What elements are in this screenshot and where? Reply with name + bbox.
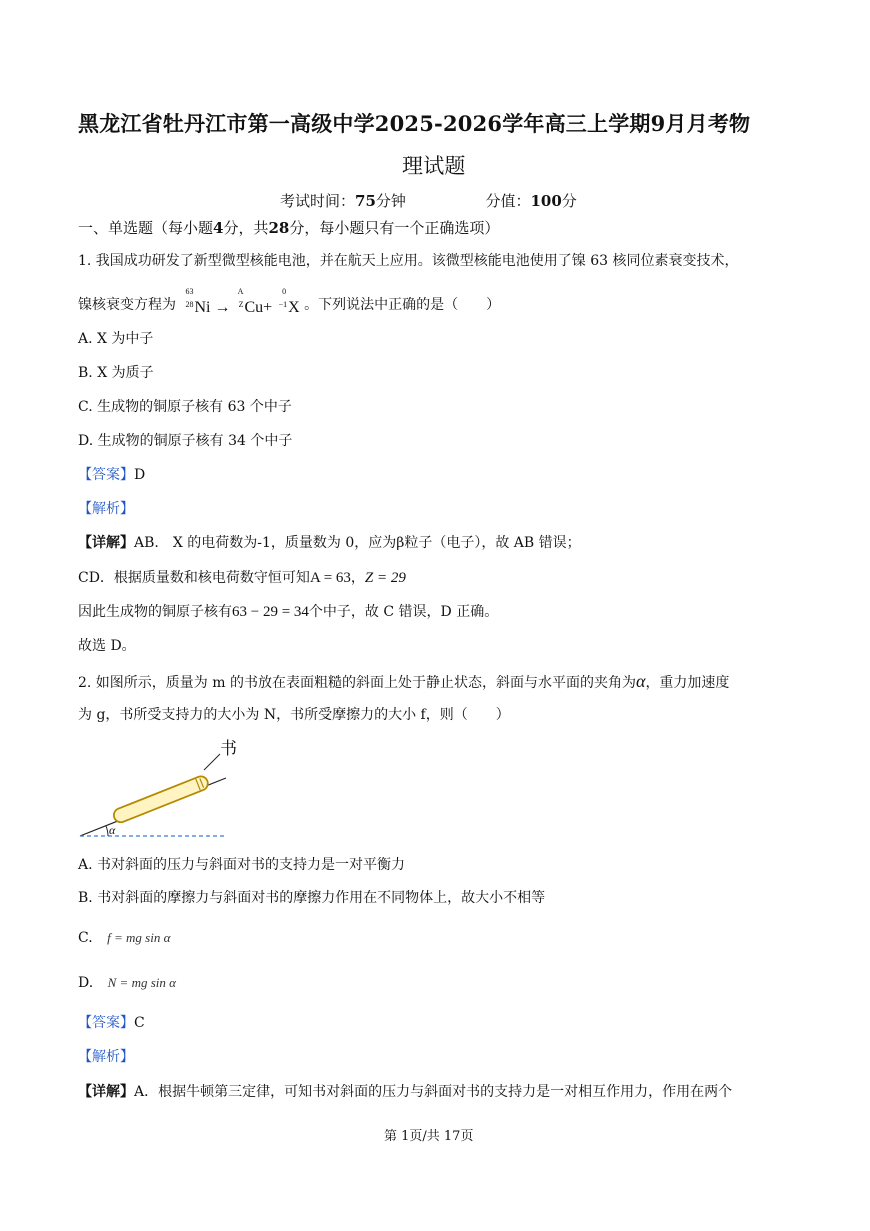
score-unit: 分 — [561, 192, 577, 210]
answer-tag: 【答案】 — [78, 1015, 134, 1031]
q1-answer — [78, 465, 145, 485]
ni-symbol: Ni — [194, 299, 211, 316]
ni-atomic-number: 28 — [185, 300, 194, 309]
equation-z: Z = 29 — [364, 570, 406, 586]
q2-stem-suffix: ，重力加速度 — [645, 675, 730, 691]
exam-time-unit: 分钟 — [375, 192, 406, 210]
answer-value: D — [134, 467, 146, 483]
alpha-symbol: α — [635, 671, 646, 691]
q2-option-b: B. 书对斜面的摩擦力与斜面对书的摩擦力作用在不同物体上，故大小不相等 — [78, 890, 546, 906]
answer-tag: 【答案】 — [78, 467, 134, 483]
q1-detail-line-2 — [78, 568, 406, 588]
q2-option-d — [78, 973, 176, 993]
q1-conclusion: 故选 D。 — [78, 638, 136, 654]
score-label: 分值： — [485, 192, 531, 210]
x-mass-number: 0 — [282, 287, 287, 296]
arrow-icon: → — [214, 299, 231, 316]
detail-text: AB. X 的电荷数为-1，质量数为 0，应为β粒子（电子），故 AB 错误； — [134, 535, 581, 551]
section-heading-total: 28 — [268, 219, 290, 237]
q2-option-c — [78, 928, 170, 948]
q1-detail-line-3 — [78, 602, 498, 622]
cu-atomic-number: Z — [238, 300, 244, 309]
plus-sign: + — [263, 299, 273, 316]
option-letter: C. — [78, 930, 93, 946]
q1-option-a: A. X 为中子 — [78, 331, 154, 347]
incline-figure — [76, 738, 256, 842]
q1-detail-line-1 — [78, 533, 581, 553]
exam-time-label: 考试时间： — [280, 192, 356, 210]
q1-option-c: C. 生成物的铜原子核有 63 个中子 — [78, 399, 292, 415]
angle-label: α — [109, 823, 116, 837]
detail-tag: 【详解】 — [78, 1084, 134, 1100]
q2-analysis-tag: 【解析】 — [78, 1049, 134, 1065]
section-heading — [78, 217, 499, 238]
q1-stem-prefix: 镍核衰变方程为 — [78, 297, 176, 313]
x-symbol: X — [288, 299, 300, 316]
decay-equation — [180, 287, 300, 318]
q2-option-a: A. 书对斜面的压力与斜面对书的支持力是一对平衡力 — [78, 857, 406, 873]
document-title-line-1: 黑龙江省牡丹江市第一高级中学2025-2026学年高三上学期9月月考物 — [78, 111, 751, 136]
equation-neutrons: 63 − 29 = 34 — [232, 604, 309, 620]
score-value: 100 — [530, 192, 562, 210]
q2-stem-line-2: 为 g，书所受支持力的大小为 N，书所受摩擦力的大小 f，则（ ） — [78, 707, 510, 723]
section-heading-text-2: 分，共 — [223, 219, 269, 237]
exam-time-value: 75 — [355, 192, 376, 210]
option-letter: D. — [78, 975, 94, 991]
separator: ， — [350, 570, 365, 586]
ni-mass-number: 63 — [185, 287, 194, 296]
q1-stem-line-2 — [78, 287, 501, 318]
section-heading-text-1: 一、单选题（每小题 — [78, 219, 214, 237]
q2-stem-text: 2. 如图所示，质量为 m 的书放在表面粗糙的斜面上处于静止状态，斜面与水平面的夹角为 — [78, 675, 636, 691]
x-atomic-number: −1 — [278, 300, 288, 309]
cu-symbol: Cu — [244, 299, 264, 316]
page-footer: 第 1页/共 17页 — [384, 1129, 474, 1144]
exam-meta — [280, 190, 577, 211]
section-heading-text-3: 分，每小题只有一个正确选项） — [289, 219, 500, 237]
detail-text: A．根据牛顿第三定律，可知书对斜面的压力与斜面对书的支持力是一对相互作用力，作用在两个 — [134, 1084, 733, 1100]
q1-analysis-tag: 【解析】 — [78, 501, 134, 517]
angle-arc — [106, 826, 108, 836]
book-shape — [112, 774, 210, 824]
detail-text: 因此生成物的铜原子核有 — [78, 604, 232, 620]
answer-value: C — [134, 1015, 145, 1031]
option-c-equation: f = mg sin α — [107, 930, 171, 945]
cu-mass-number: A — [237, 287, 244, 296]
detail-tag: 【详解】 — [78, 535, 134, 551]
q1-option-b: B. X 为质子 — [78, 365, 154, 381]
document-title-line-2: 理试题 — [402, 154, 466, 178]
q1-stem-line-1: 1. 我国成功研发了新型微型核能电池，并在航天上应用。该微型核能电池使用了镍 63 核同位素衰变技术， — [78, 253, 739, 269]
q1-option-d: D. 生成物的铜原子核有 34 个中子 — [78, 433, 293, 449]
q1-stem-suffix: 。下列说法中正确的是（ ） — [304, 297, 501, 313]
q2-stem-line-1 — [78, 671, 729, 693]
book-label: 书 — [220, 739, 237, 759]
detail-text: 个中子，故 C 错误，D 正确。 — [308, 604, 499, 620]
equation-a: A = 63 — [309, 570, 351, 586]
option-d-equation: N = mg sin α — [107, 975, 176, 990]
q2-answer — [78, 1013, 145, 1033]
section-heading-points: 4 — [213, 219, 224, 237]
q2-detail-line-1 — [78, 1082, 732, 1102]
book-label-leader — [204, 754, 220, 770]
detail-text: CD．根据质量数和核电荷数守恒可知 — [78, 570, 310, 586]
